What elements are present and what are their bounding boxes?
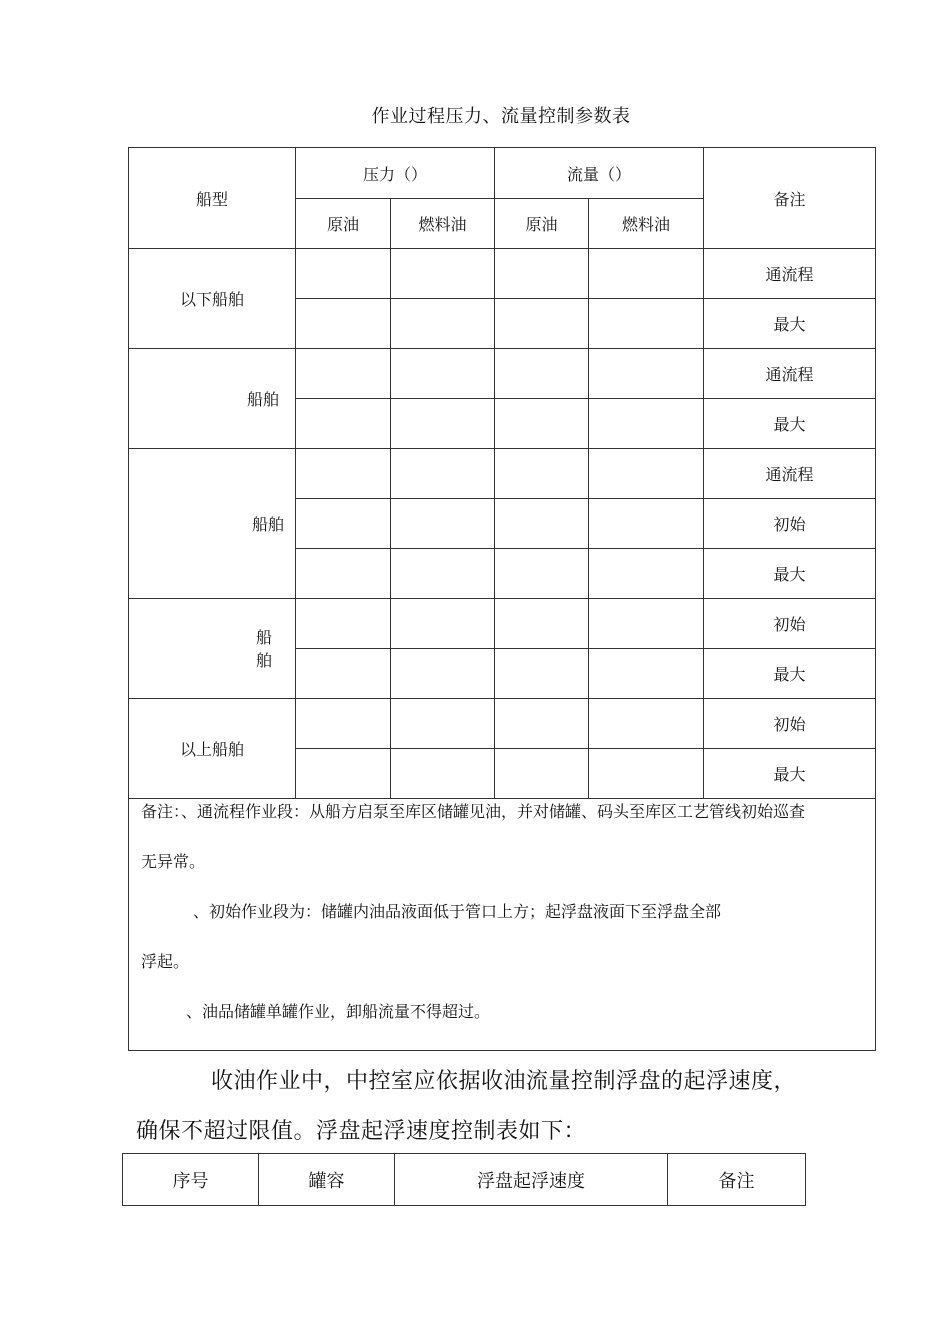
ship-type-cell — [129, 699, 296, 799]
table-cell — [296, 599, 391, 649]
table-cell — [589, 249, 704, 299]
table-cell — [495, 349, 589, 399]
table-cell — [296, 349, 391, 399]
table-cell — [495, 749, 589, 799]
paragraph-line-2: 确保不超过限值。浮盘起浮速度控制表如下： — [136, 1119, 587, 1144]
ship-type-label: 以上船舶 — [179, 740, 244, 759]
remark-cell: 通流程 — [704, 249, 876, 299]
table-cell — [391, 299, 495, 349]
note-line: 无异常。 — [141, 852, 206, 871]
table-cell — [495, 249, 589, 299]
table-cell — [296, 699, 391, 749]
notes-cell — [129, 799, 876, 1051]
header-remarks: 备注 — [668, 1154, 806, 1206]
table-cell — [589, 749, 704, 799]
table-cell — [495, 699, 589, 749]
remark-cell: 通流程 — [704, 449, 876, 499]
paragraph-line-1: 收油作业中，中控室应依据收油流量控制浮盘的起浮速度， — [211, 1069, 797, 1094]
float-speed-table — [122, 1153, 806, 1206]
ship-type-label: 以下船舶 — [179, 290, 244, 309]
table-cell — [495, 549, 589, 599]
pressure-flow-table — [128, 147, 876, 1051]
table-cell — [391, 349, 495, 399]
note-line: 浮起。 — [141, 952, 190, 971]
table-cell — [589, 299, 704, 349]
table-cell — [391, 749, 495, 799]
ship-type-label: 船舶 — [252, 515, 285, 534]
header-serial: 序号 — [123, 1154, 259, 1206]
ship-type-cell — [129, 599, 296, 699]
ship-type-cell — [129, 249, 296, 349]
header-flow-fuel: 燃料油 — [589, 199, 704, 249]
table-cell — [589, 649, 704, 699]
table-cell — [589, 449, 704, 499]
table-cell — [495, 499, 589, 549]
table-cell — [296, 499, 391, 549]
ship-type-label: 船舶 — [247, 390, 280, 409]
table-cell — [495, 299, 589, 349]
ship-type-cell — [129, 349, 296, 449]
table-cell — [495, 449, 589, 499]
note-line: 、油品储罐单罐作业，卸船流量不得超过。 — [186, 1002, 491, 1021]
note-line: 备注：、通流程作业段：从船方启泵至库区储罐见油，并对储罐、码头至库区工艺管线初始巡查 — [141, 802, 806, 821]
ship-type-cell — [129, 449, 296, 599]
header-flow: 流量（） — [495, 148, 704, 199]
table-cell — [296, 549, 391, 599]
table-cell — [391, 399, 495, 449]
remark-cell: 最大 — [704, 649, 876, 699]
table-cell — [391, 599, 495, 649]
table-cell — [296, 249, 391, 299]
header-tank-capacity: 罐容 — [259, 1154, 395, 1206]
remark-cell: 最大 — [704, 299, 876, 349]
table-cell — [589, 349, 704, 399]
header-pressure: 压力（） — [296, 148, 495, 199]
table-cell — [589, 599, 704, 649]
table-cell — [391, 699, 495, 749]
table-cell — [589, 399, 704, 449]
table-cell — [495, 649, 589, 699]
table-cell — [296, 749, 391, 799]
table-cell — [391, 499, 495, 549]
header-ship-type: 船型 — [129, 148, 296, 249]
ship-type-label-line1: 船 — [256, 627, 273, 647]
remark-cell: 最大 — [704, 749, 876, 799]
remark-cell: 通流程 — [704, 349, 876, 399]
remark-cell: 最大 — [704, 399, 876, 449]
table-cell — [589, 699, 704, 749]
table-cell — [296, 399, 391, 449]
table-cell — [391, 649, 495, 699]
table-cell — [589, 549, 704, 599]
table-cell — [495, 399, 589, 449]
table-cell — [391, 249, 495, 299]
header-pressure-crude: 原油 — [296, 199, 391, 249]
table-cell — [391, 549, 495, 599]
remark-cell: 初始 — [704, 599, 876, 649]
table-cell — [296, 299, 391, 349]
page-title: 作业过程压力、流量控制参数表 — [371, 106, 631, 127]
table-cell — [296, 649, 391, 699]
remark-cell: 初始 — [704, 699, 876, 749]
remark-cell: 初始 — [704, 499, 876, 549]
header-pressure-fuel: 燃料油 — [391, 199, 495, 249]
ship-type-label-line2: 舶 — [256, 650, 273, 670]
table-cell — [589, 499, 704, 549]
table-cell — [296, 449, 391, 499]
header-flow-crude: 原油 — [495, 199, 589, 249]
remark-cell: 最大 — [704, 549, 876, 599]
table-cell — [495, 599, 589, 649]
table-cell — [391, 449, 495, 499]
header-float-speed: 浮盘起浮速度 — [395, 1154, 668, 1206]
note-line: 、初始作业段为：储罐内油品液面低于管口上方；起浮盘液面下至浮盘全部 — [193, 902, 722, 921]
header-remarks: 备注 — [704, 148, 876, 249]
